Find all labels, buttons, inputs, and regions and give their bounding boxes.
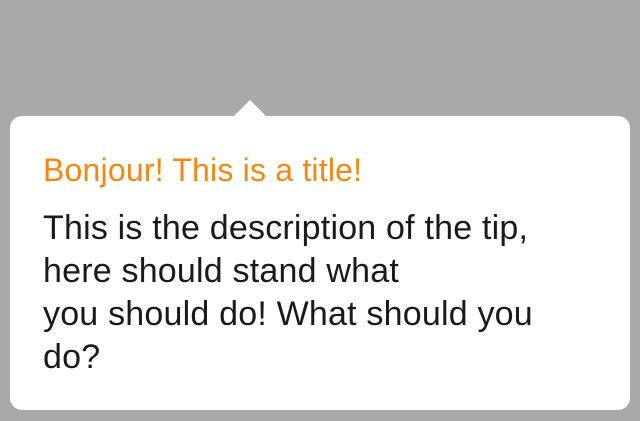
tip-popover[interactable] [10,116,630,410]
tip-pointer-arrow [233,100,267,117]
tip-title: Bonjour! This is a title! [43,152,363,188]
tip-description: This is the description of the tip, here should stand what you should do! What should you do? [43,209,533,376]
